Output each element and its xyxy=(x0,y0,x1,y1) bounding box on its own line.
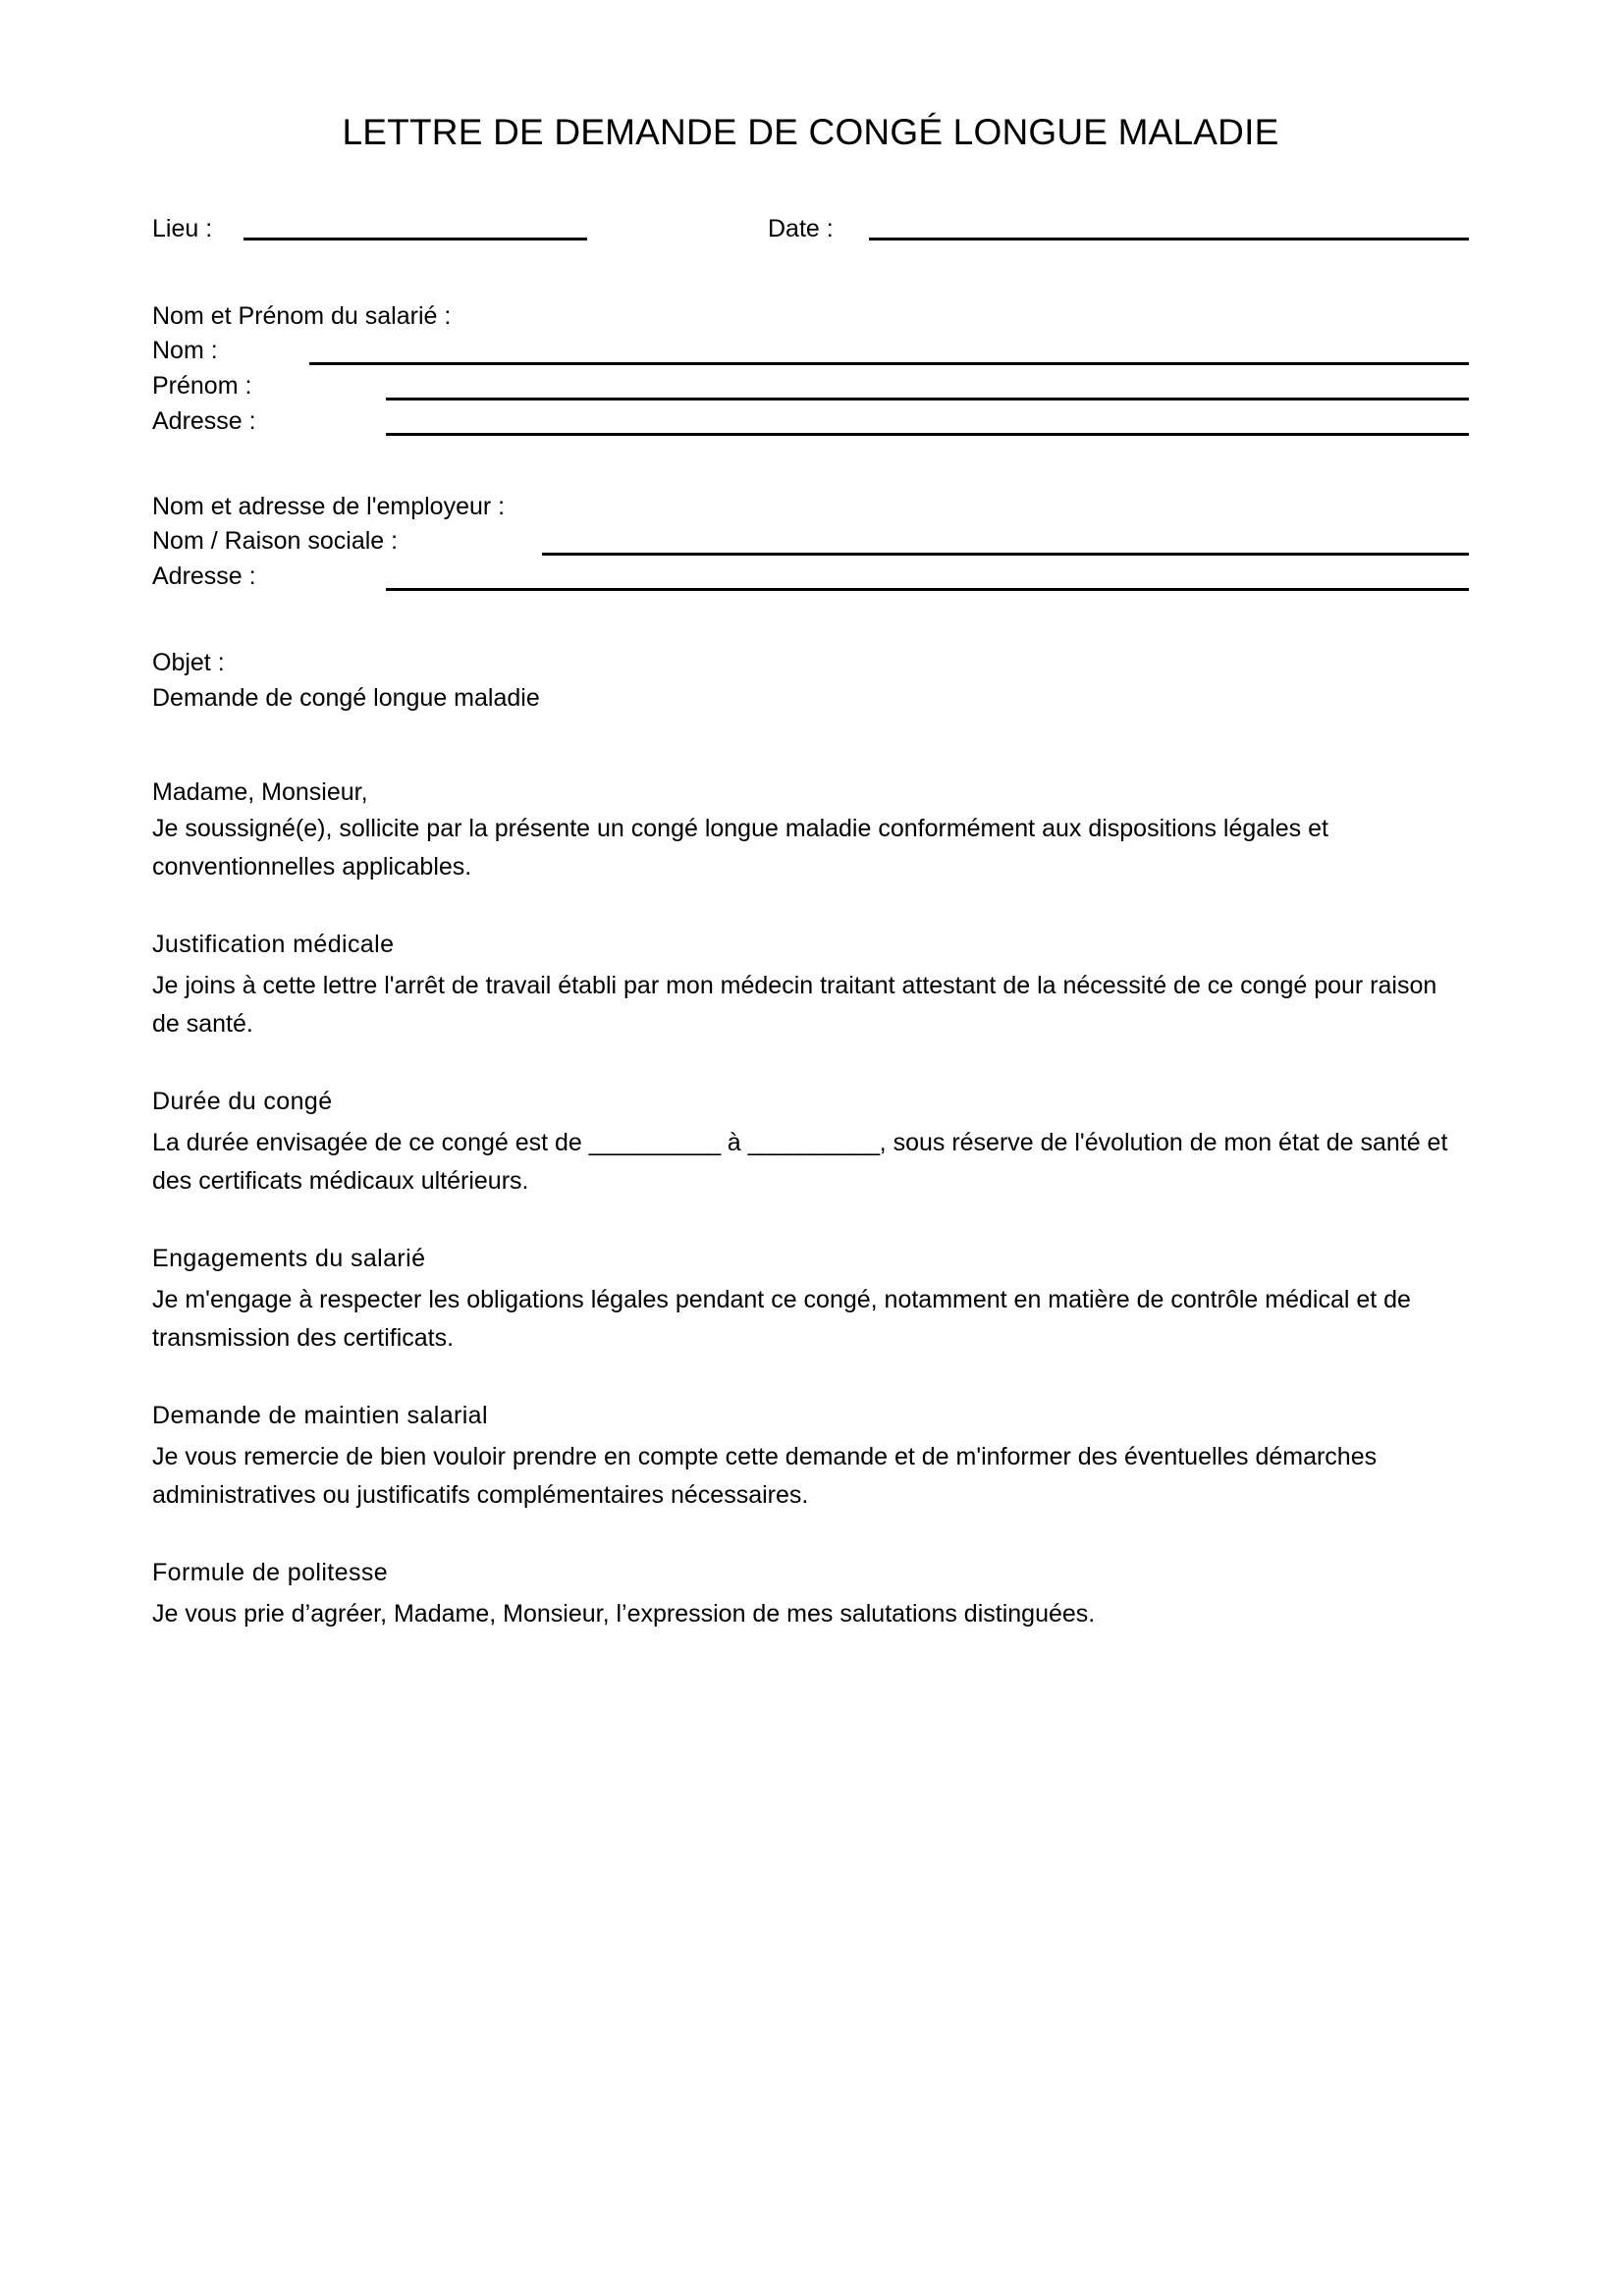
employee-address-input-rule[interactable] xyxy=(386,433,1469,436)
section-heading: Engagements du salarié xyxy=(152,1245,426,1273)
employee-block-heading: Nom et Prénom du salarié : xyxy=(152,302,452,331)
salutation: Madame, Monsieur, xyxy=(152,778,368,807)
intro-paragraph: Je soussigné(e), sollicite par la présente un congé longue maladie conformément aux dispositions légales et conventionnelles applicables. xyxy=(152,815,1328,881)
employer-block xyxy=(152,492,1469,592)
document-body xyxy=(152,0,1469,1633)
place-date-row xyxy=(152,214,1469,245)
employee-firstname-label: Prénom : xyxy=(152,372,252,400)
section-heading: Demande de maintien salarial xyxy=(152,1402,488,1430)
section-heading: Formule de politesse xyxy=(152,1559,389,1587)
employee-name-input-rule[interactable] xyxy=(309,362,1469,365)
employer-company-input-rule[interactable] xyxy=(542,553,1469,556)
section-body: Je vous remercie de bien vouloir prendre en compte cette demande et de m'informer des éventuelles démarches administratives ou justificatifs complémentaires nécessaires. xyxy=(152,1443,1378,1510)
date-input-rule[interactable] xyxy=(869,238,1469,240)
employer-address-label: Adresse : xyxy=(152,562,256,591)
section-body: Je m'engage à respecter les obligations légales pendant ce congé, notamment en matière de contrôle médical et de transmission des certificats. xyxy=(152,1286,1411,1353)
section-justification-medicale xyxy=(152,927,1469,1043)
date-label: Date : xyxy=(768,215,834,243)
lieu-input-rule[interactable] xyxy=(244,238,587,240)
employee-address-label: Adresse : xyxy=(152,407,256,436)
employer-company-row xyxy=(152,526,1469,557)
section-heading: Justification médicale xyxy=(152,931,395,959)
employee-name-label: Nom : xyxy=(152,337,218,365)
section-formule-de-politesse xyxy=(152,1555,1469,1633)
section-demande-de-maintien-salarial xyxy=(152,1398,1469,1515)
employee-firstname-input-rule[interactable] xyxy=(386,398,1469,400)
duration-text-middle: à xyxy=(720,1129,748,1157)
subject-label: Objet : xyxy=(152,649,225,677)
employer-fields xyxy=(152,526,1469,592)
section-engagements-du-salarie xyxy=(152,1241,1469,1358)
employer-company-label: Nom / Raison sociale : xyxy=(152,527,399,556)
employee-block xyxy=(152,301,1469,437)
employer-block-heading: Nom et adresse de l'employeur : xyxy=(152,493,506,521)
section-body xyxy=(152,1124,1469,1201)
section-body: Je vous prie d’agréer, Madame, Monsieur, l’expression de mes salutations distinguées. xyxy=(152,1600,1096,1629)
section-duree-du-conge xyxy=(152,1084,1469,1201)
duration-start-blank[interactable]: __________ xyxy=(588,1129,721,1157)
employee-name-row xyxy=(152,336,1469,366)
duration-text-suffix: , sous réserve de l'évolution de mon état de santé et des certificats médicaux ultérieurs. xyxy=(152,1129,1448,1196)
employee-address-row xyxy=(152,406,1469,437)
duration-end-blank[interactable]: __________ xyxy=(747,1129,880,1157)
employee-fields xyxy=(152,336,1469,437)
lieu-label: Lieu : xyxy=(152,215,213,243)
employer-address-row xyxy=(152,561,1469,592)
page-title: LETTRE DE DEMANDE DE CONGÉ LONGUE MALADIE xyxy=(342,112,1279,152)
employee-firstname-row xyxy=(152,371,1469,401)
section-body: Je joins à cette lettre l'arrêt de travail établi par mon médecin traitant attestant de la nécessité de ce congé pour raison de santé. xyxy=(152,972,1437,1039)
section-heading: Durée du congé xyxy=(152,1088,333,1116)
duration-text-prefix: La durée envisagée de ce congé est de xyxy=(152,1129,589,1157)
subject-block xyxy=(152,645,1469,716)
subject-value: Demande de congé longue maladie xyxy=(152,684,540,713)
employer-address-input-rule[interactable] xyxy=(386,588,1469,591)
